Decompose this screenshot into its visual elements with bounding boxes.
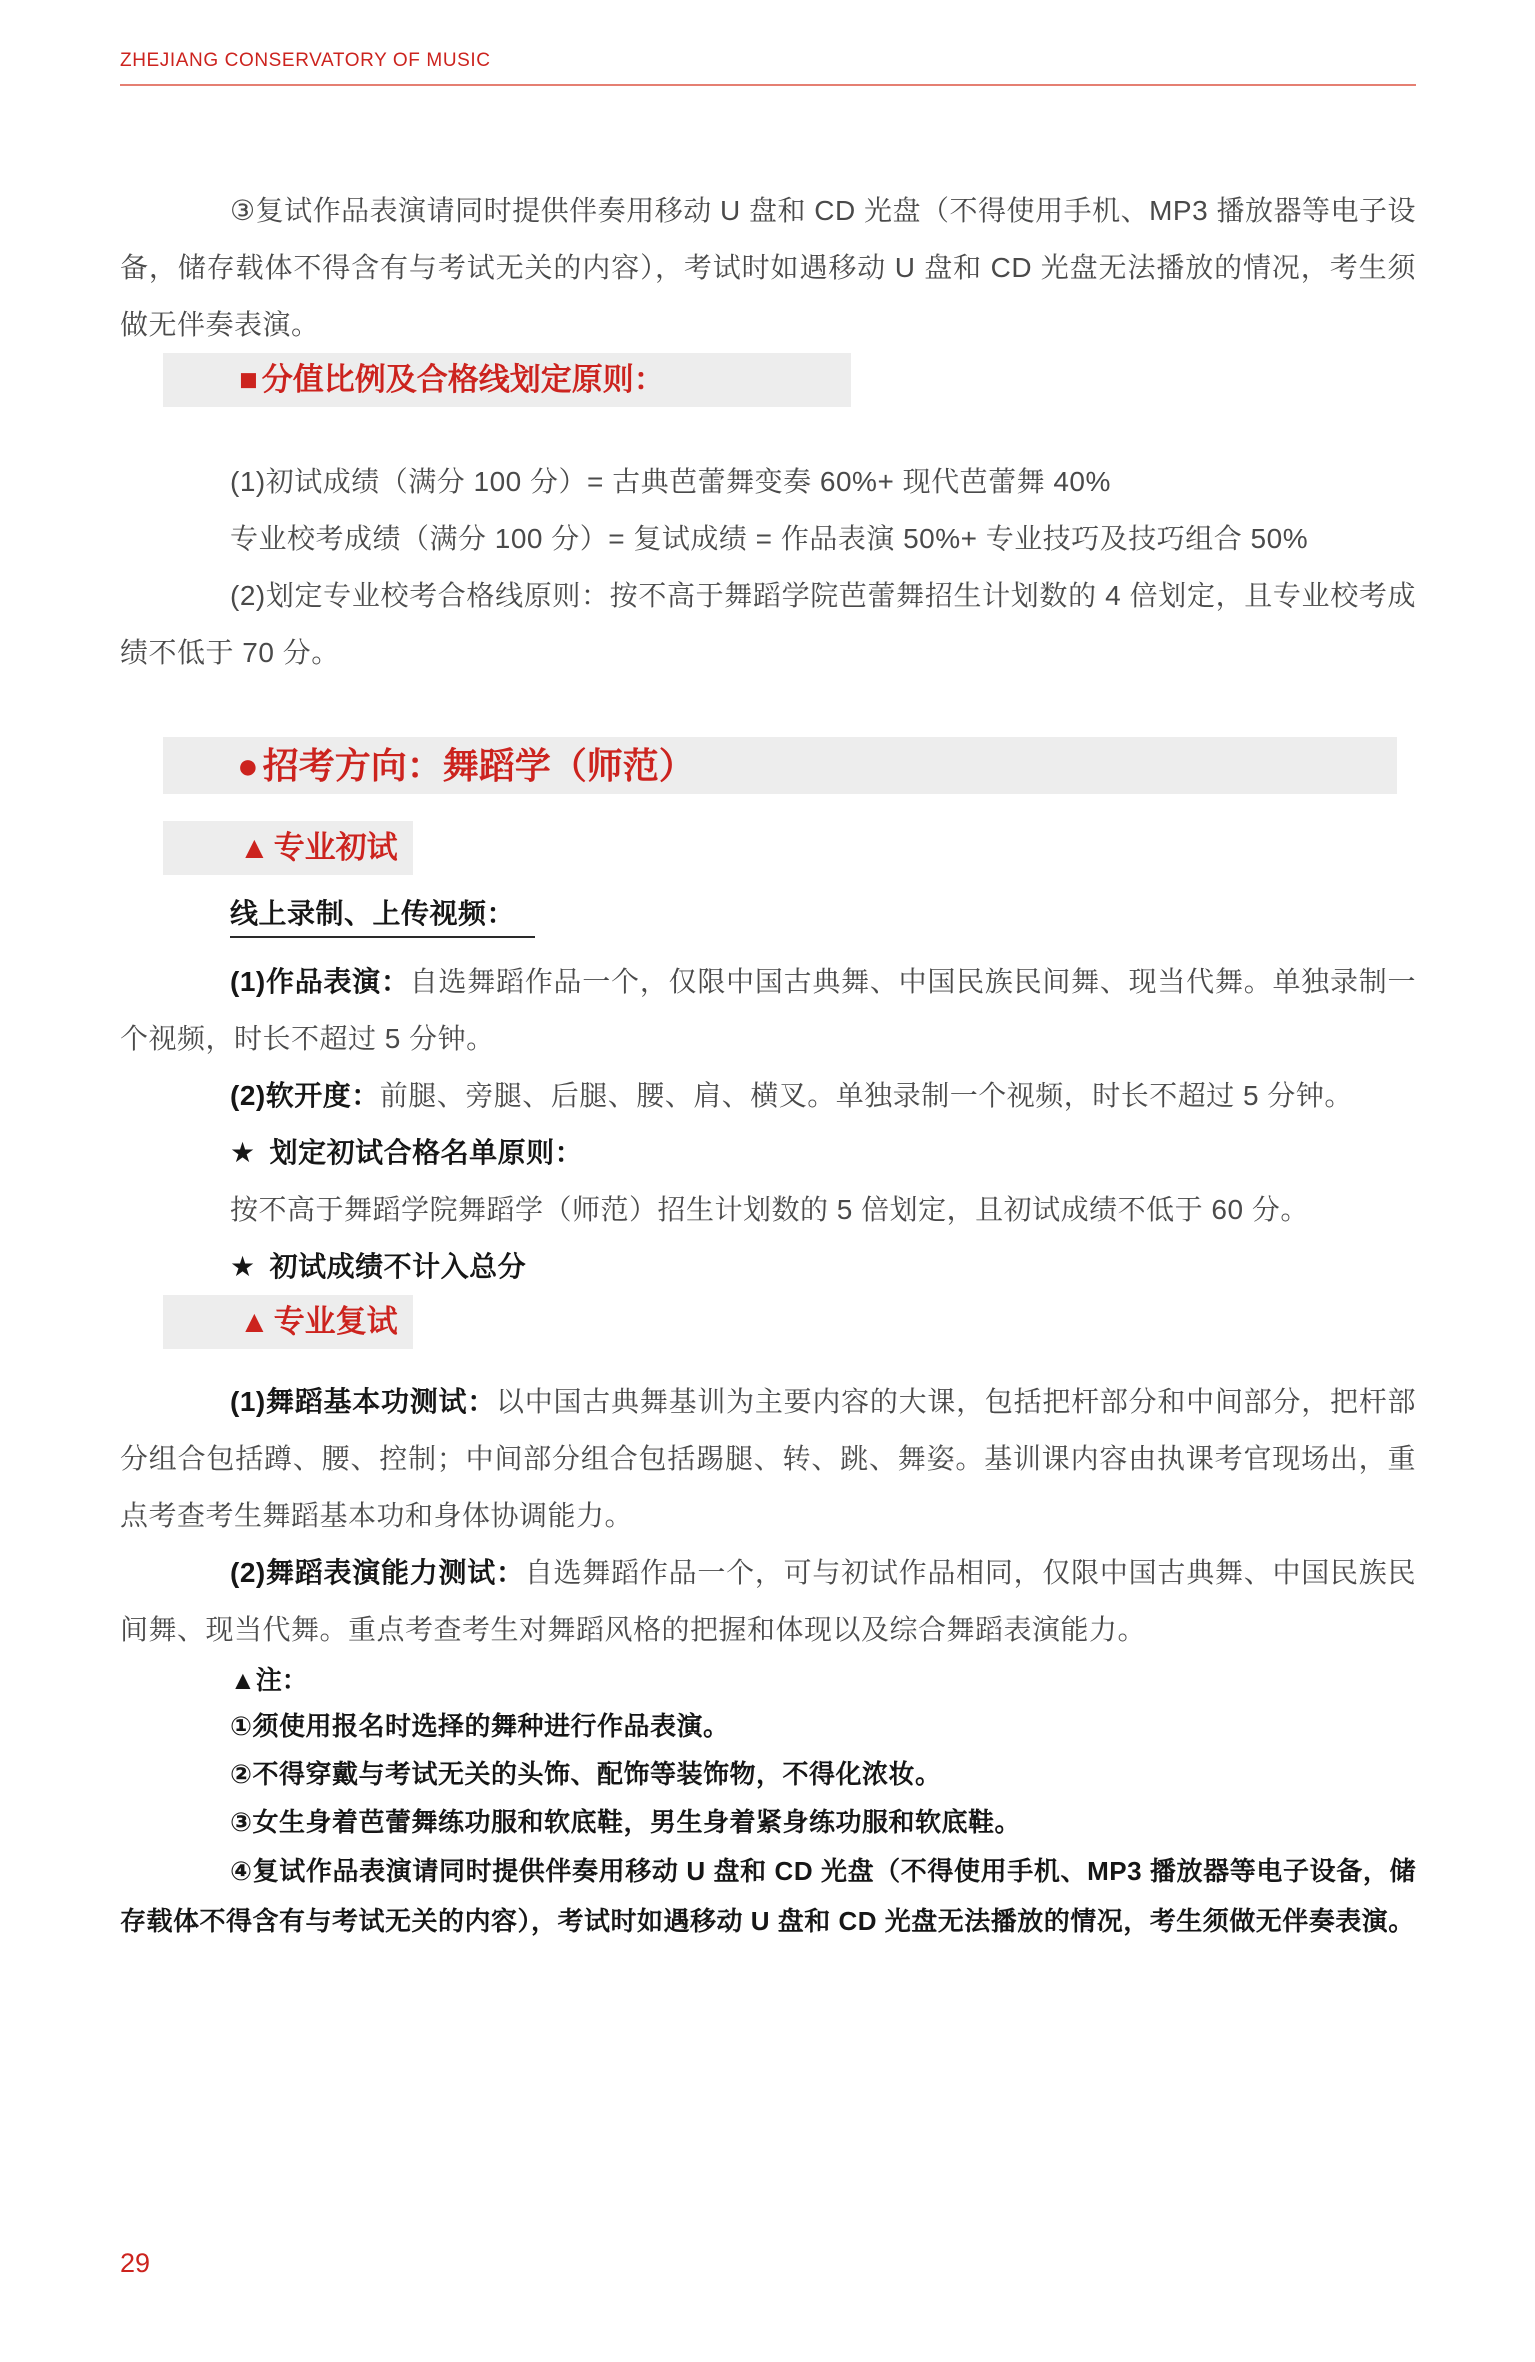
paragraph-score-line2: 专业校考成绩（满分 100 分）= 复试成绩 = 作品表演 50%+ 专业技巧及技巧组合 50% <box>230 523 1309 554</box>
paragraph-first-round-item1 <box>120 953 1416 1067</box>
paragraph-pass-list-rule-text: 按不高于舞蹈学院舞蹈学（师范）招生计划数的 5 倍划定，且初试成绩不低于 60 分。 <box>230 1194 1309 1225</box>
score-heading-label: 分值比例及合格线划定原则： <box>261 362 665 397</box>
item1-label: (1)作品表演： <box>230 966 410 997</box>
item2-label: (2)软开度： <box>230 1080 380 1111</box>
star-heading-pass-list-rule <box>120 1124 1416 1181</box>
retest-item1-text: 以中国古典舞基训为主要内容的大课，包括把杆部分和中间部分，把杆部分组合包括蹲、腰、控制；中间部分组合包括踢腿、转、跳、舞姿。基训课内容由执课考官现场出，重点考查考生舞蹈基本功和身体协调能力。 <box>120 1386 1416 1531</box>
note-item-2: ②不得穿戴与考试无关的头饰、配饰等装饰物，不得化浓妆。 <box>230 1759 942 1789</box>
header-divider <box>120 84 1416 86</box>
paragraph-score-line3: (2)划定专业校考合格线原则：按不高于舞蹈学院芭蕾舞招生计划数的 4 倍划定，且专业校考成绩不低于 70 分。 <box>120 580 1416 668</box>
paragraph-first-round-item2 <box>120 1067 1416 1124</box>
section-heading-score-ratio <box>163 353 851 407</box>
subtitle-online-recording <box>120 891 1416 937</box>
triangle-marker-icon: ▲ <box>239 1304 270 1339</box>
subtitle-underlined-text: 线上录制、上传视频： <box>230 898 535 938</box>
paragraph-ballet-accompaniment-note: ③复试作品表演请同时提供伴奏用移动 U 盘和 CD 光盘（不得使用手机、MP3 播放器等电子设备，储存载体不得含有与考试无关的内容），考试时如遇移动 U 盘和 CD 光盘无法播放的情况，考生须做无伴奏表演。 <box>120 195 1416 340</box>
item1-text: 自选舞蹈作品一个，仅限中国古典舞、中国民族民间舞、现当代舞。单独录制一个视频，时长不超过 5 分钟。 <box>120 966 1416 1054</box>
circle-marker-icon: ● <box>237 745 259 786</box>
note-item-3: ③女生身着芭蕾舞练功服和软底鞋，男生身着紧身练功服和软底鞋。 <box>230 1807 1022 1837</box>
notes-heading-label: 注： <box>255 1665 308 1695</box>
page-number: 29 <box>120 2248 151 2278</box>
paragraph-score-line1: (1)初试成绩（满分 100 分）= 古典芭蕾舞变奏 60%+ 现代芭蕾舞 40% <box>230 466 1111 497</box>
triangle-marker-icon: ▲ <box>239 830 270 865</box>
brand-title: ZHEJIANG CONSERVATORY OF MUSIC <box>120 50 491 71</box>
retest-item2-text: 自选舞蹈作品一个，可与初试作品相同，仅限中国古典舞、中国民族民间舞、现当代舞。重点考查考生对舞蹈风格的把握和体现以及综合舞蹈表演能力。 <box>120 1557 1416 1645</box>
triangle-marker-icon: ▲ <box>230 1665 256 1695</box>
star-icon: ★ <box>230 1137 256 1168</box>
score-not-counted-label: 初试成绩不计入总分 <box>269 1251 527 1282</box>
banner-admission-direction <box>163 737 1397 794</box>
note-item-1: ①须使用报名时选择的舞种进行作品表演。 <box>230 1711 730 1741</box>
notes-heading <box>120 1658 1416 1702</box>
star-icon: ★ <box>230 1251 256 1282</box>
section-heading-second-round <box>163 1295 413 1349</box>
retest-item1-label: (1)舞蹈基本功测试： <box>230 1386 497 1417</box>
paragraph-second-round-item1 <box>120 1373 1416 1544</box>
score-rules-block <box>120 453 1416 681</box>
second-round-heading-label: 专业复试 <box>273 1304 398 1339</box>
retest-item2-label: (2)舞蹈表演能力测试： <box>230 1557 525 1588</box>
section-heading-first-round <box>163 821 413 875</box>
page-header <box>120 0 1416 86</box>
pass-list-rule-label: 划定初试合格名单原则： <box>269 1137 584 1168</box>
banner-title: 招考方向：舞蹈学（师范） <box>262 745 695 786</box>
paragraph-second-round-item2 <box>120 1544 1416 1658</box>
star-heading-score-not-counted <box>120 1238 1416 1295</box>
note-item-4: ④复试作品表演请同时提供伴奏用移动 U 盘和 CD 光盘（不得使用手机、MP3 播放器等电子设备，储存载体不得含有与考试无关的内容），考试时如遇移动 U 盘和 CD 光盘无法播放的情况，考生须做无伴奏表演。 <box>120 1856 1416 1936</box>
first-round-heading-label: 专业初试 <box>273 830 398 865</box>
square-marker-icon: ■ <box>239 362 258 397</box>
item2-text: 前腿、旁腿、后腿、腰、肩、横叉。单独录制一个视频，时长不超过 5 分钟。 <box>379 1080 1353 1111</box>
